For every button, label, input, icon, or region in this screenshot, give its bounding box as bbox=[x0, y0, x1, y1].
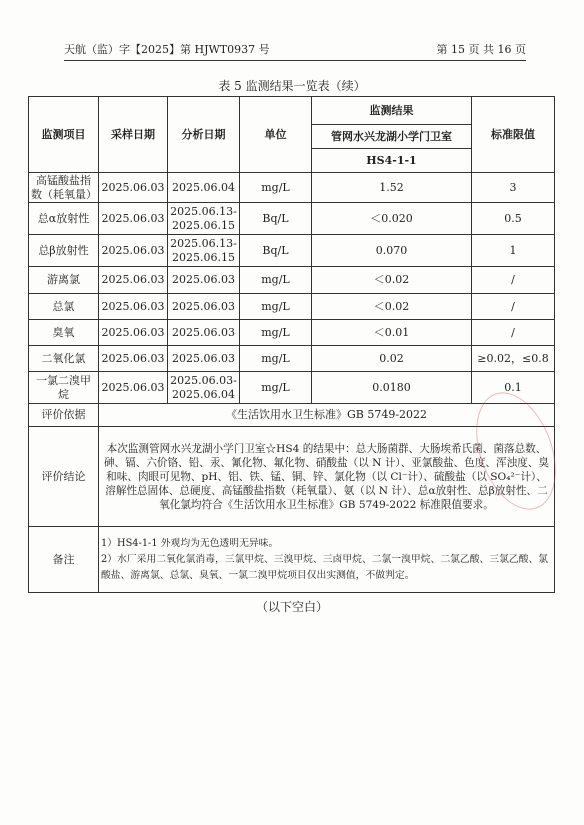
cell-analysis-date: 2025.06.03 bbox=[168, 320, 240, 346]
cell-item: 高锰酸盐指数（耗氧量） bbox=[29, 173, 99, 203]
notes-cell bbox=[99, 527, 555, 593]
note-line-2: 2）水厂采用二氧化氯消毒，三氯甲烷、三溴甲烷、三卤甲烷、二氯一溴甲烷、二氯乙酸、三氯乙酸、氯酸盐、游离氯、总氯、臭氧、一氯二溴甲烷项目仅出实测值，不做判定。 bbox=[101, 553, 549, 581]
table-caption: 表 5 监测结果一览表（续） bbox=[218, 79, 366, 93]
cell-sample-date: 2025.06.03 bbox=[99, 173, 168, 203]
conclusion-text: 本次监测管网水兴龙湖小学门卫室☆HS4 的结果中：总大肠菌群、大肠埃希氏菌、菌落总数、砷、镉、六价铬、铅、汞、氰化物、氟化物、硝酸盐（以 N 计）、亚氯酸盐、色度、浑浊度、臭和味、肉眼可见物、pH、铝、铁、锰、铜、锌、氯化物（以 Cl⁻计）、硫酸盐（以 SO₄²⁻计）、溶解性总固体、总硬度、高锰酸盐指数（耗氧量）、氨（以 N 计）、总α放射性、总β放射性、二氧化氯均符合《生活饮用水卫生标准》GB 5749-2022 标准限值要求。 bbox=[99, 427, 555, 527]
cell-result: ＜0.01 bbox=[312, 320, 472, 346]
cell-analysis-date: 2025.06.13-2025.06.15 bbox=[168, 203, 240, 235]
cell-sample-date: 2025.06.03 bbox=[99, 320, 168, 346]
cell-result: ＜0.02 bbox=[312, 267, 472, 294]
conclusion-row bbox=[29, 427, 555, 527]
table-row bbox=[29, 346, 555, 372]
table-header-row bbox=[29, 97, 555, 125]
col-site: 管网水兴龙湖小学门卫室 bbox=[312, 125, 472, 149]
table-row bbox=[29, 294, 555, 320]
cell-result: ＜0.02 bbox=[312, 294, 472, 320]
cell-item: 二氧化氯 bbox=[29, 346, 99, 372]
cell-limit: 1 bbox=[472, 235, 555, 267]
table-row bbox=[29, 320, 555, 346]
cell-item: 总β放射性 bbox=[29, 235, 99, 267]
page-header bbox=[64, 42, 526, 61]
cell-limit: / bbox=[472, 294, 555, 320]
cell-analysis-date: 2025.06.03 bbox=[168, 294, 240, 320]
basis-text: 《生活饮用水卫生标准》GB 5749-2022 bbox=[99, 404, 555, 427]
table-row bbox=[29, 267, 555, 294]
cell-item: 游离氯 bbox=[29, 267, 99, 294]
col-result-group: 监测结果 bbox=[312, 97, 472, 125]
cell-item: 一氯二溴甲烷 bbox=[29, 372, 99, 404]
cell-analysis-date: 2025.06.03-2025.06.04 bbox=[168, 372, 240, 404]
cell-limit: ≥0.02，≤0.8 bbox=[472, 346, 555, 372]
cell-result: 1.52 bbox=[312, 173, 472, 203]
basis-label: 评价依据 bbox=[29, 404, 99, 427]
col-limit: 标准限值 bbox=[472, 97, 555, 173]
cell-unit: mg/L bbox=[240, 320, 312, 346]
cell-result: 0.0180 bbox=[312, 372, 472, 404]
table-row bbox=[29, 203, 555, 235]
notes-label: 备注 bbox=[29, 527, 99, 593]
table-row bbox=[29, 372, 555, 404]
notes-row bbox=[29, 527, 555, 593]
cell-analysis-date: 2025.06.13-2025.06.15 bbox=[168, 235, 240, 267]
cell-sample-date: 2025.06.03 bbox=[99, 267, 168, 294]
conclusion-label: 评价结论 bbox=[29, 427, 99, 527]
col-sample-id: HS4-1-1 bbox=[312, 149, 472, 173]
cell-limit: / bbox=[472, 267, 555, 294]
cell-sample-date: 2025.06.03 bbox=[99, 203, 168, 235]
cell-item: 总氯 bbox=[29, 294, 99, 320]
page-number: 第 15 页 共 16 页 bbox=[436, 43, 526, 56]
cell-sample-date: 2025.06.03 bbox=[99, 346, 168, 372]
cell-result: ＜0.020 bbox=[312, 203, 472, 235]
cell-unit: Bq/L bbox=[240, 235, 312, 267]
cell-limit: / bbox=[472, 320, 555, 346]
cell-item: 总α放射性 bbox=[29, 203, 99, 235]
blank-below-note: （以下空白） bbox=[255, 600, 328, 614]
col-item: 监测项目 bbox=[29, 97, 99, 173]
cell-limit: 0.1 bbox=[472, 372, 555, 404]
cell-limit: 0.5 bbox=[472, 203, 555, 235]
cell-unit: Bq/L bbox=[240, 203, 312, 235]
col-unit: 单位 bbox=[240, 97, 312, 173]
cell-unit: mg/L bbox=[240, 294, 312, 320]
cell-result: 0.070 bbox=[312, 235, 472, 267]
cell-item: 臭氧 bbox=[29, 320, 99, 346]
report-number: 天航（监）字【2025】第 HJWT0937 号 bbox=[64, 43, 270, 56]
cell-unit: mg/L bbox=[240, 267, 312, 294]
cell-sample-date: 2025.06.03 bbox=[99, 294, 168, 320]
cell-unit: mg/L bbox=[240, 372, 312, 404]
cell-analysis-date: 2025.06.04 bbox=[168, 173, 240, 203]
results-table bbox=[28, 96, 555, 593]
cell-unit: mg/L bbox=[240, 346, 312, 372]
table-row bbox=[29, 173, 555, 203]
table-row bbox=[29, 235, 555, 267]
cell-limit: 3 bbox=[472, 173, 555, 203]
cell-analysis-date: 2025.06.03 bbox=[168, 346, 240, 372]
cell-sample-date: 2025.06.03 bbox=[99, 372, 168, 404]
note-line-1: 1）HS4-1-1 外观均为无色透明无异味。 bbox=[101, 537, 279, 549]
cell-analysis-date: 2025.06.03 bbox=[168, 267, 240, 294]
col-sample-date: 采样日期 bbox=[99, 97, 168, 173]
cell-sample-date: 2025.06.03 bbox=[99, 235, 168, 267]
cell-result: 0.02 bbox=[312, 346, 472, 372]
cell-unit: mg/L bbox=[240, 173, 312, 203]
col-analysis-date: 分析日期 bbox=[168, 97, 240, 173]
